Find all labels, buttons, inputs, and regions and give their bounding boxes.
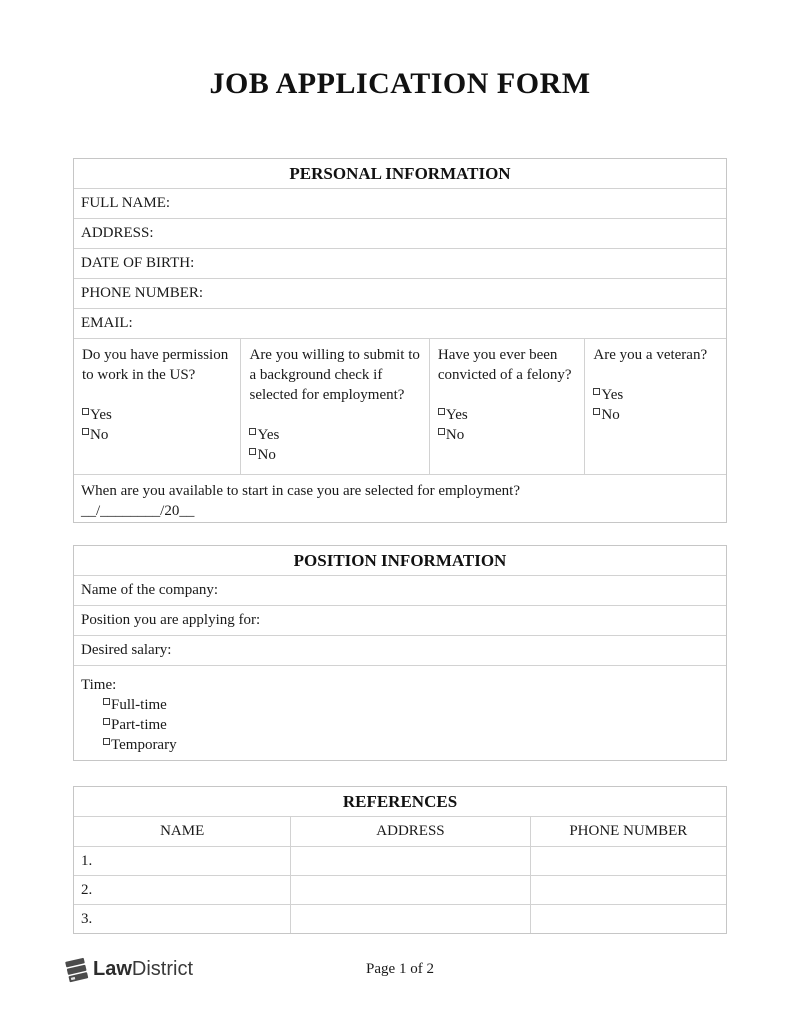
lawdistrict-logo [64, 955, 193, 983]
yes-label: Yes [445, 407, 468, 423]
full-name-field[interactable]: FULL NAME: [74, 188, 726, 218]
full-time-label: Full-time [111, 697, 167, 713]
question-text: Have you ever been convicted of a felony? [437, 347, 572, 383]
question-work-permission [74, 339, 240, 474]
temporary-option[interactable] [103, 735, 718, 755]
question-text: Are you willing to submit to a background check if selected for employment? [249, 347, 420, 403]
reference-row-2 [74, 875, 726, 904]
checkbox-icon[interactable] [103, 718, 110, 725]
reference-address-cell[interactable] [290, 876, 529, 904]
yes-label: Yes [90, 407, 112, 423]
references-section [73, 786, 727, 934]
lawdistrict-logo-icon [64, 955, 90, 983]
reference-row-1 [74, 846, 726, 875]
reference-address-cell[interactable] [290, 905, 529, 933]
checkbox-icon[interactable] [593, 408, 600, 415]
background-check-no-option[interactable] [249, 445, 420, 465]
reference-phone-cell[interactable] [530, 876, 726, 904]
yes-label: Yes [257, 427, 280, 443]
checkbox-icon[interactable] [103, 698, 110, 705]
question-text: Are you a veteran? [593, 347, 708, 363]
page-title: JOB APPLICATION FORM [209, 67, 591, 100]
personal-information-section [73, 158, 727, 523]
no-label: No [90, 427, 109, 443]
no-label: No [601, 407, 620, 423]
reference-name-cell[interactable]: 2. [81, 882, 93, 898]
reference-phone-cell[interactable] [530, 847, 726, 875]
background-check-yes-option[interactable] [249, 425, 420, 445]
reference-row-3 [74, 904, 726, 933]
column-header-address: ADDRESS [290, 817, 529, 846]
availability-date-blank[interactable]: __/________/20__ [81, 503, 195, 519]
full-time-option[interactable] [103, 695, 718, 715]
position-applying-field[interactable]: Position you are applying for: [74, 605, 726, 635]
temporary-label: Temporary [111, 737, 177, 753]
column-header-phone: PHONE NUMBER [530, 817, 726, 846]
felony-no-option[interactable] [438, 425, 577, 445]
page-number: Page 1 of 2 [366, 961, 434, 977]
checkbox-icon[interactable] [249, 448, 256, 455]
company-name-field[interactable]: Name of the company: [74, 575, 726, 605]
veteran-yes-option[interactable] [593, 385, 718, 405]
veteran-no-option[interactable] [593, 405, 718, 425]
part-time-label: Part-time [111, 717, 167, 733]
question-veteran [584, 339, 726, 474]
page-footer [0, 952, 800, 986]
checkbox-icon[interactable] [82, 408, 89, 415]
availability-row[interactable] [74, 474, 726, 522]
eligibility-questions-row [74, 338, 726, 474]
date-of-birth-field[interactable]: DATE OF BIRTH: [74, 248, 726, 278]
position-information-header: POSITION INFORMATION [293, 551, 507, 570]
checkbox-icon[interactable] [249, 428, 256, 435]
checkbox-icon[interactable] [438, 428, 445, 435]
part-time-option[interactable] [103, 715, 718, 735]
references-header: REFERENCES [342, 792, 458, 811]
personal-information-header: PERSONAL INFORMATION [289, 164, 511, 183]
logo-text-regular: District [131, 957, 194, 980]
desired-salary-field[interactable]: Desired salary: [74, 635, 726, 665]
references-column-headers [74, 816, 726, 846]
address-field[interactable]: ADDRESS: [74, 218, 726, 248]
work-permission-no-option[interactable] [82, 425, 232, 445]
column-header-name: NAME [160, 823, 205, 839]
checkbox-icon[interactable] [82, 428, 89, 435]
reference-address-cell[interactable] [290, 847, 529, 875]
reference-name-cell[interactable]: 3. [81, 911, 93, 927]
phone-number-field[interactable]: PHONE NUMBER: [74, 278, 726, 308]
checkbox-icon[interactable] [438, 408, 445, 415]
yes-label: Yes [601, 387, 624, 403]
question-background-check [240, 339, 428, 474]
position-information-section [73, 545, 727, 761]
checkbox-icon[interactable] [593, 388, 600, 395]
felony-yes-option[interactable] [438, 405, 577, 425]
time-label: Time: [81, 677, 117, 693]
reference-phone-cell[interactable] [530, 905, 726, 933]
no-label: No [445, 427, 465, 443]
availability-question: When are you available to start in case you are selected for employment? [81, 483, 520, 499]
question-text: Do you have permission to work in the US? [82, 347, 229, 383]
reference-name-cell[interactable]: 1. [81, 853, 93, 869]
time-options-cell [74, 665, 726, 760]
no-label: No [257, 447, 276, 463]
checkbox-icon[interactable] [103, 738, 110, 745]
question-felony [429, 339, 585, 474]
work-permission-yes-option[interactable] [82, 405, 232, 425]
email-field[interactable]: EMAIL: [74, 308, 726, 338]
logo-text-bold: Law [93, 957, 132, 980]
